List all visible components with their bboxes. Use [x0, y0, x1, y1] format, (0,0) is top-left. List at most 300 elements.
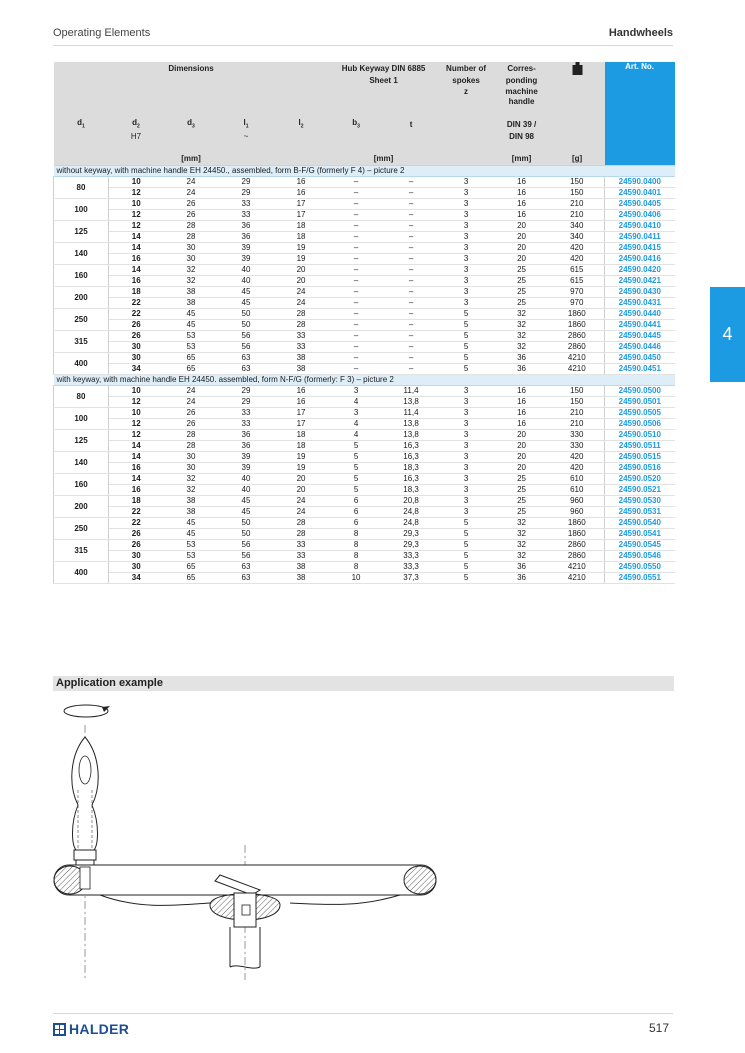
cell-t: 24,8	[384, 518, 439, 529]
cell-weight: 4210	[550, 562, 605, 573]
page-number: 517	[648, 1021, 669, 1035]
cell-d3: 32	[164, 276, 219, 287]
cell-handle: 36	[494, 353, 550, 364]
cell-l1: 56	[219, 540, 274, 551]
cell-d1: 250	[54, 309, 109, 331]
handle-header-l1: Corres-	[494, 62, 550, 76]
cell-z: 5	[439, 540, 494, 551]
cell-weight: 420	[550, 243, 605, 254]
cell-l1: 63	[219, 573, 274, 584]
table-row	[54, 562, 675, 573]
cell-d3: 24	[164, 386, 219, 397]
cell-d2: 10	[109, 408, 164, 419]
cell-art-no: 24590.0505	[605, 408, 675, 419]
cell-d2: 26	[109, 540, 164, 551]
cell-art-no: 24590.0400	[605, 177, 675, 188]
table-row	[54, 529, 675, 540]
cell-d3: 26	[164, 419, 219, 430]
col-d1: $d_1$	[54, 118, 109, 132]
cell-z: 3	[439, 496, 494, 507]
cell-t: –	[384, 309, 439, 320]
cell-d3: 32	[164, 485, 219, 496]
table-row	[54, 331, 675, 342]
cell-t: 33,3	[384, 562, 439, 573]
cell-d2: 30	[109, 562, 164, 573]
cell-l1: 29	[219, 188, 274, 199]
table-row	[54, 298, 675, 309]
table-row	[54, 210, 675, 221]
table-row	[54, 474, 675, 485]
weight-icon	[572, 62, 583, 75]
cell-b3: 6	[329, 507, 384, 518]
cell-d3: 38	[164, 507, 219, 518]
cell-d3: 28	[164, 221, 219, 232]
header-divider	[53, 45, 673, 46]
cell-d3: 28	[164, 232, 219, 243]
cell-l1: 33	[219, 199, 274, 210]
cell-weight: 210	[550, 419, 605, 430]
cell-d3: 45	[164, 518, 219, 529]
cell-handle: 32	[494, 518, 550, 529]
cell-d1: 125	[54, 221, 109, 243]
cell-z: 3	[439, 408, 494, 419]
cell-z: 3	[439, 474, 494, 485]
cell-d1: 160	[54, 474, 109, 496]
cell-l1: 33	[219, 210, 274, 221]
cell-z: 3	[439, 276, 494, 287]
cell-b3: –	[329, 199, 384, 210]
cell-z: 5	[439, 573, 494, 584]
handle-din-l2: DIN 98	[494, 132, 550, 143]
cell-art-no: 24590.0550	[605, 562, 675, 573]
cell-z: 3	[439, 298, 494, 309]
hub-keyway-header-l1: Hub Keyway DIN 6885	[329, 62, 439, 76]
cell-handle: 20	[494, 430, 550, 441]
cell-l1: 36	[219, 441, 274, 452]
cell-t: 18,3	[384, 463, 439, 474]
col-d3: $d_3$	[164, 118, 219, 132]
dimensions-header: Dimensions	[54, 62, 329, 76]
cell-d3: 24	[164, 188, 219, 199]
cell-b3: –	[329, 364, 384, 375]
cell-d2: 14	[109, 243, 164, 254]
cell-b3: –	[329, 254, 384, 265]
cell-z: 3	[439, 199, 494, 210]
col-t: t	[384, 118, 439, 132]
cell-handle: 25	[494, 276, 550, 287]
cell-l2: 17	[274, 199, 329, 210]
cell-z: 5	[439, 342, 494, 353]
cell-b3: 6	[329, 518, 384, 529]
cell-weight: 340	[550, 232, 605, 243]
table-row	[54, 386, 675, 397]
cell-z: 5	[439, 353, 494, 364]
handle-header-l4: handle	[494, 97, 550, 108]
table-row	[54, 463, 675, 474]
cell-l2: 33	[274, 540, 329, 551]
table-row	[54, 232, 675, 243]
cell-z: 3	[439, 188, 494, 199]
cell-d1: 200	[54, 287, 109, 309]
cell-z: 3	[439, 287, 494, 298]
cell-art-no: 24590.0516	[605, 463, 675, 474]
cell-l1: 50	[219, 529, 274, 540]
cell-b3: –	[329, 265, 384, 276]
cell-z: 5	[439, 309, 494, 320]
table-row	[54, 364, 675, 375]
cell-z: 3	[439, 386, 494, 397]
cell-handle: 20	[494, 254, 550, 265]
cell-l2: 28	[274, 320, 329, 331]
cell-b3: 8	[329, 562, 384, 573]
cell-l2: 18	[274, 232, 329, 243]
cell-d3: 53	[164, 551, 219, 562]
table-row	[54, 320, 675, 331]
cell-d1: 100	[54, 408, 109, 430]
cell-art-no: 24590.0511	[605, 441, 675, 452]
cell-l2: 38	[274, 573, 329, 584]
table-row	[54, 551, 675, 562]
cell-d3: 32	[164, 265, 219, 276]
spokes-header-l1: Number of	[439, 62, 494, 76]
cell-weight: 615	[550, 265, 605, 276]
chapter-tab[interactable]: 4	[710, 287, 745, 382]
cell-handle: 20	[494, 463, 550, 474]
table-row	[54, 441, 675, 452]
cell-d3: 53	[164, 540, 219, 551]
cell-z: 3	[439, 507, 494, 518]
handle-header-l2: ponding	[494, 76, 550, 87]
cell-d3: 32	[164, 474, 219, 485]
cell-l1: 40	[219, 265, 274, 276]
l1-tolerance: ~	[219, 132, 274, 143]
cell-l1: 50	[219, 309, 274, 320]
cell-weight: 2860	[550, 551, 605, 562]
table-row	[54, 430, 675, 441]
cell-art-no: 24590.0521	[605, 485, 675, 496]
table-row	[54, 452, 675, 463]
cell-weight: 420	[550, 254, 605, 265]
cell-l1: 56	[219, 551, 274, 562]
cell-handle: 25	[494, 298, 550, 309]
cell-d3: 26	[164, 408, 219, 419]
cell-z: 3	[439, 254, 494, 265]
cell-d2: 16	[109, 485, 164, 496]
cell-d2: 22	[109, 309, 164, 320]
cell-l1: 40	[219, 474, 274, 485]
cell-b3: –	[329, 188, 384, 199]
col-l2: $l_2$	[274, 118, 329, 132]
table-row	[54, 518, 675, 529]
cell-d1: 80	[54, 177, 109, 199]
cell-t: –	[384, 331, 439, 342]
cell-weight: 2860	[550, 540, 605, 551]
table-row	[54, 496, 675, 507]
cell-l2: 16	[274, 188, 329, 199]
cell-art-no: 24590.0431	[605, 298, 675, 309]
cell-handle: 32	[494, 551, 550, 562]
cell-handle: 20	[494, 243, 550, 254]
handle-din-l1: DIN 39 /	[494, 118, 550, 132]
cell-z: 3	[439, 419, 494, 430]
cell-d3: 30	[164, 254, 219, 265]
cell-t: 11,4	[384, 408, 439, 419]
cell-weight: 420	[550, 463, 605, 474]
cell-l2: 28	[274, 518, 329, 529]
cell-d3: 65	[164, 562, 219, 573]
cell-t: –	[384, 188, 439, 199]
cell-l2: 17	[274, 408, 329, 419]
cell-t: 13,8	[384, 397, 439, 408]
cell-l2: 19	[274, 254, 329, 265]
cell-weight: 150	[550, 397, 605, 408]
cell-handle: 20	[494, 232, 550, 243]
cell-art-no: 24590.0430	[605, 287, 675, 298]
hub-keyway-header-l2: Sheet 1	[329, 76, 439, 87]
cell-d3: 26	[164, 199, 219, 210]
cell-b3: 5	[329, 474, 384, 485]
cell-l2: 20	[274, 265, 329, 276]
cell-art-no: 24590.0541	[605, 529, 675, 540]
cell-l2: 38	[274, 364, 329, 375]
cell-art-no: 24590.0440	[605, 309, 675, 320]
cell-l2: 18	[274, 221, 329, 232]
cell-handle: 20	[494, 221, 550, 232]
cell-d3: 28	[164, 430, 219, 441]
cell-l1: 33	[219, 408, 274, 419]
cell-handle: 20	[494, 441, 550, 452]
table-row	[54, 397, 675, 408]
cell-handle: 16	[494, 419, 550, 430]
cell-l2: 17	[274, 419, 329, 430]
cell-b3: 5	[329, 485, 384, 496]
cell-d3: 45	[164, 529, 219, 540]
cell-z: 3	[439, 243, 494, 254]
handwheel-spec-table	[53, 62, 675, 584]
cell-l2: 19	[274, 243, 329, 254]
cell-weight: 960	[550, 507, 605, 518]
cell-art-no: 24590.0530	[605, 496, 675, 507]
cell-b3: –	[329, 342, 384, 353]
cell-l2: 33	[274, 342, 329, 353]
unit-mm-handle: [mm]	[494, 153, 550, 166]
cell-d3: 45	[164, 309, 219, 320]
cell-d2: 10	[109, 177, 164, 188]
cell-l2: 17	[274, 210, 329, 221]
cell-t: 16,3	[384, 474, 439, 485]
cell-d1: 315	[54, 540, 109, 562]
cell-handle: 32	[494, 529, 550, 540]
cell-z: 5	[439, 562, 494, 573]
cell-d2: 14	[109, 452, 164, 463]
header-category: Operating Elements	[53, 27, 151, 39]
cell-d2: 18	[109, 287, 164, 298]
cell-z: 3	[439, 485, 494, 496]
section-without-keyway: without keyway, with machine handle EH 24450., assembled, form B-F/G (formerly F 4) – picture 2	[54, 166, 675, 177]
cell-b3: –	[329, 177, 384, 188]
cell-b3: 6	[329, 496, 384, 507]
cell-art-no: 24590.0401	[605, 188, 675, 199]
cell-d3: 65	[164, 353, 219, 364]
cell-weight: 4210	[550, 353, 605, 364]
cell-t: –	[384, 177, 439, 188]
cell-art-no: 24590.0450	[605, 353, 675, 364]
cell-weight: 615	[550, 276, 605, 287]
cell-l1: 45	[219, 298, 274, 309]
cell-d3: 38	[164, 298, 219, 309]
cell-t: 16,3	[384, 441, 439, 452]
art-no-header: Art. No.	[605, 62, 675, 97]
cell-weight: 2860	[550, 331, 605, 342]
cell-t: –	[384, 287, 439, 298]
table-row	[54, 353, 675, 364]
cell-d2: 14	[109, 474, 164, 485]
table-row	[54, 342, 675, 353]
cell-handle: 25	[494, 287, 550, 298]
cell-weight: 2860	[550, 342, 605, 353]
cell-art-no: 24590.0405	[605, 199, 675, 210]
cell-art-no: 24590.0441	[605, 320, 675, 331]
cell-t: –	[384, 254, 439, 265]
cell-l1: 45	[219, 287, 274, 298]
cell-l2: 38	[274, 353, 329, 364]
cell-b3: –	[329, 210, 384, 221]
cell-weight: 970	[550, 298, 605, 309]
cell-l2: 24	[274, 298, 329, 309]
cell-d2: 14	[109, 232, 164, 243]
cell-z: 3	[439, 177, 494, 188]
cell-handle: 25	[494, 496, 550, 507]
section-with-keyway: with keyway, with machine handle EH 24450. assembled, form N-F/G (formerly: F 3) – picture 2	[54, 375, 675, 386]
unit-mm-keyway: [mm]	[329, 153, 439, 166]
cell-d1: 100	[54, 199, 109, 221]
cell-l2: 18	[274, 441, 329, 452]
table-row	[54, 265, 675, 276]
brand-name: HALDER	[69, 1021, 130, 1037]
cell-l2: 33	[274, 551, 329, 562]
table-row	[54, 254, 675, 265]
rotation-arrow-icon	[64, 705, 110, 717]
cell-art-no: 24590.0510	[605, 430, 675, 441]
cell-d2: 26	[109, 529, 164, 540]
cell-z: 5	[439, 364, 494, 375]
cell-art-no: 24590.0540	[605, 518, 675, 529]
cell-d3: 28	[164, 441, 219, 452]
cell-l2: 20	[274, 474, 329, 485]
table-row	[54, 540, 675, 551]
application-example-title: Application example	[53, 676, 674, 691]
cell-t: 13,8	[384, 430, 439, 441]
cell-d2: 26	[109, 331, 164, 342]
cell-d3: 30	[164, 463, 219, 474]
cell-d3: 24	[164, 397, 219, 408]
cell-handle: 32	[494, 331, 550, 342]
cell-d1: 400	[54, 562, 109, 584]
cell-art-no: 24590.0501	[605, 397, 675, 408]
cell-art-no: 24590.0451	[605, 364, 675, 375]
cell-l1: 63	[219, 364, 274, 375]
halder-logo	[53, 1021, 129, 1037]
cell-z: 3	[439, 397, 494, 408]
cell-l2: 19	[274, 463, 329, 474]
cell-t: 37,3	[384, 573, 439, 584]
cell-b3: –	[329, 298, 384, 309]
cell-l1: 56	[219, 331, 274, 342]
cell-z: 3	[439, 210, 494, 221]
cell-art-no: 24590.0520	[605, 474, 675, 485]
cell-handle: 32	[494, 320, 550, 331]
cell-l2: 28	[274, 529, 329, 540]
cell-d3: 38	[164, 287, 219, 298]
cell-handle: 25	[494, 507, 550, 518]
cell-d2: 14	[109, 265, 164, 276]
header-title: Handwheels	[608, 27, 673, 39]
cell-weight: 420	[550, 452, 605, 463]
cell-art-no: 24590.0421	[605, 276, 675, 287]
cell-weight: 210	[550, 199, 605, 210]
cell-d3: 53	[164, 342, 219, 353]
col-d2: $d_2$	[109, 118, 164, 132]
cell-handle: 16	[494, 188, 550, 199]
cell-b3: 8	[329, 540, 384, 551]
cell-l1: 29	[219, 397, 274, 408]
handle-header-l3: machine	[494, 87, 550, 98]
cell-t: –	[384, 276, 439, 287]
cell-weight: 4210	[550, 364, 605, 375]
cell-l1: 33	[219, 419, 274, 430]
cell-b3: –	[329, 309, 384, 320]
cell-d2: 34	[109, 364, 164, 375]
spokes-header-l3: z	[439, 87, 494, 98]
cell-b3: 5	[329, 441, 384, 452]
cell-weight: 970	[550, 287, 605, 298]
cell-art-no: 24590.0506	[605, 419, 675, 430]
cell-l2: 16	[274, 397, 329, 408]
cell-d3: 30	[164, 452, 219, 463]
cell-handle: 32	[494, 309, 550, 320]
cell-d1: 250	[54, 518, 109, 540]
cell-d2: 12	[109, 221, 164, 232]
cell-d2: 22	[109, 518, 164, 529]
handwheel-drawing	[40, 695, 460, 985]
cell-art-no: 24590.0406	[605, 210, 675, 221]
cell-z: 3	[439, 463, 494, 474]
spokes-header-l2: spokes	[439, 76, 494, 87]
cell-handle: 20	[494, 452, 550, 463]
cell-t: –	[384, 199, 439, 210]
cell-art-no: 24590.0445	[605, 331, 675, 342]
cell-d1: 80	[54, 386, 109, 408]
cell-l1: 39	[219, 243, 274, 254]
cell-d2: 16	[109, 463, 164, 474]
cell-l2: 16	[274, 386, 329, 397]
cell-l1: 50	[219, 518, 274, 529]
cell-t: –	[384, 353, 439, 364]
cell-l1: 29	[219, 386, 274, 397]
cell-handle: 32	[494, 342, 550, 353]
unit-g: [g]	[550, 153, 605, 166]
table-row	[54, 276, 675, 287]
cell-l1: 39	[219, 254, 274, 265]
cell-b3: –	[329, 353, 384, 364]
cell-handle: 16	[494, 210, 550, 221]
cell-handle: 16	[494, 177, 550, 188]
cell-d2: 12	[109, 188, 164, 199]
cell-l1: 63	[219, 562, 274, 573]
cell-b3: –	[329, 331, 384, 342]
col-l1: $l_1$	[219, 118, 274, 132]
cell-l1: 63	[219, 353, 274, 364]
